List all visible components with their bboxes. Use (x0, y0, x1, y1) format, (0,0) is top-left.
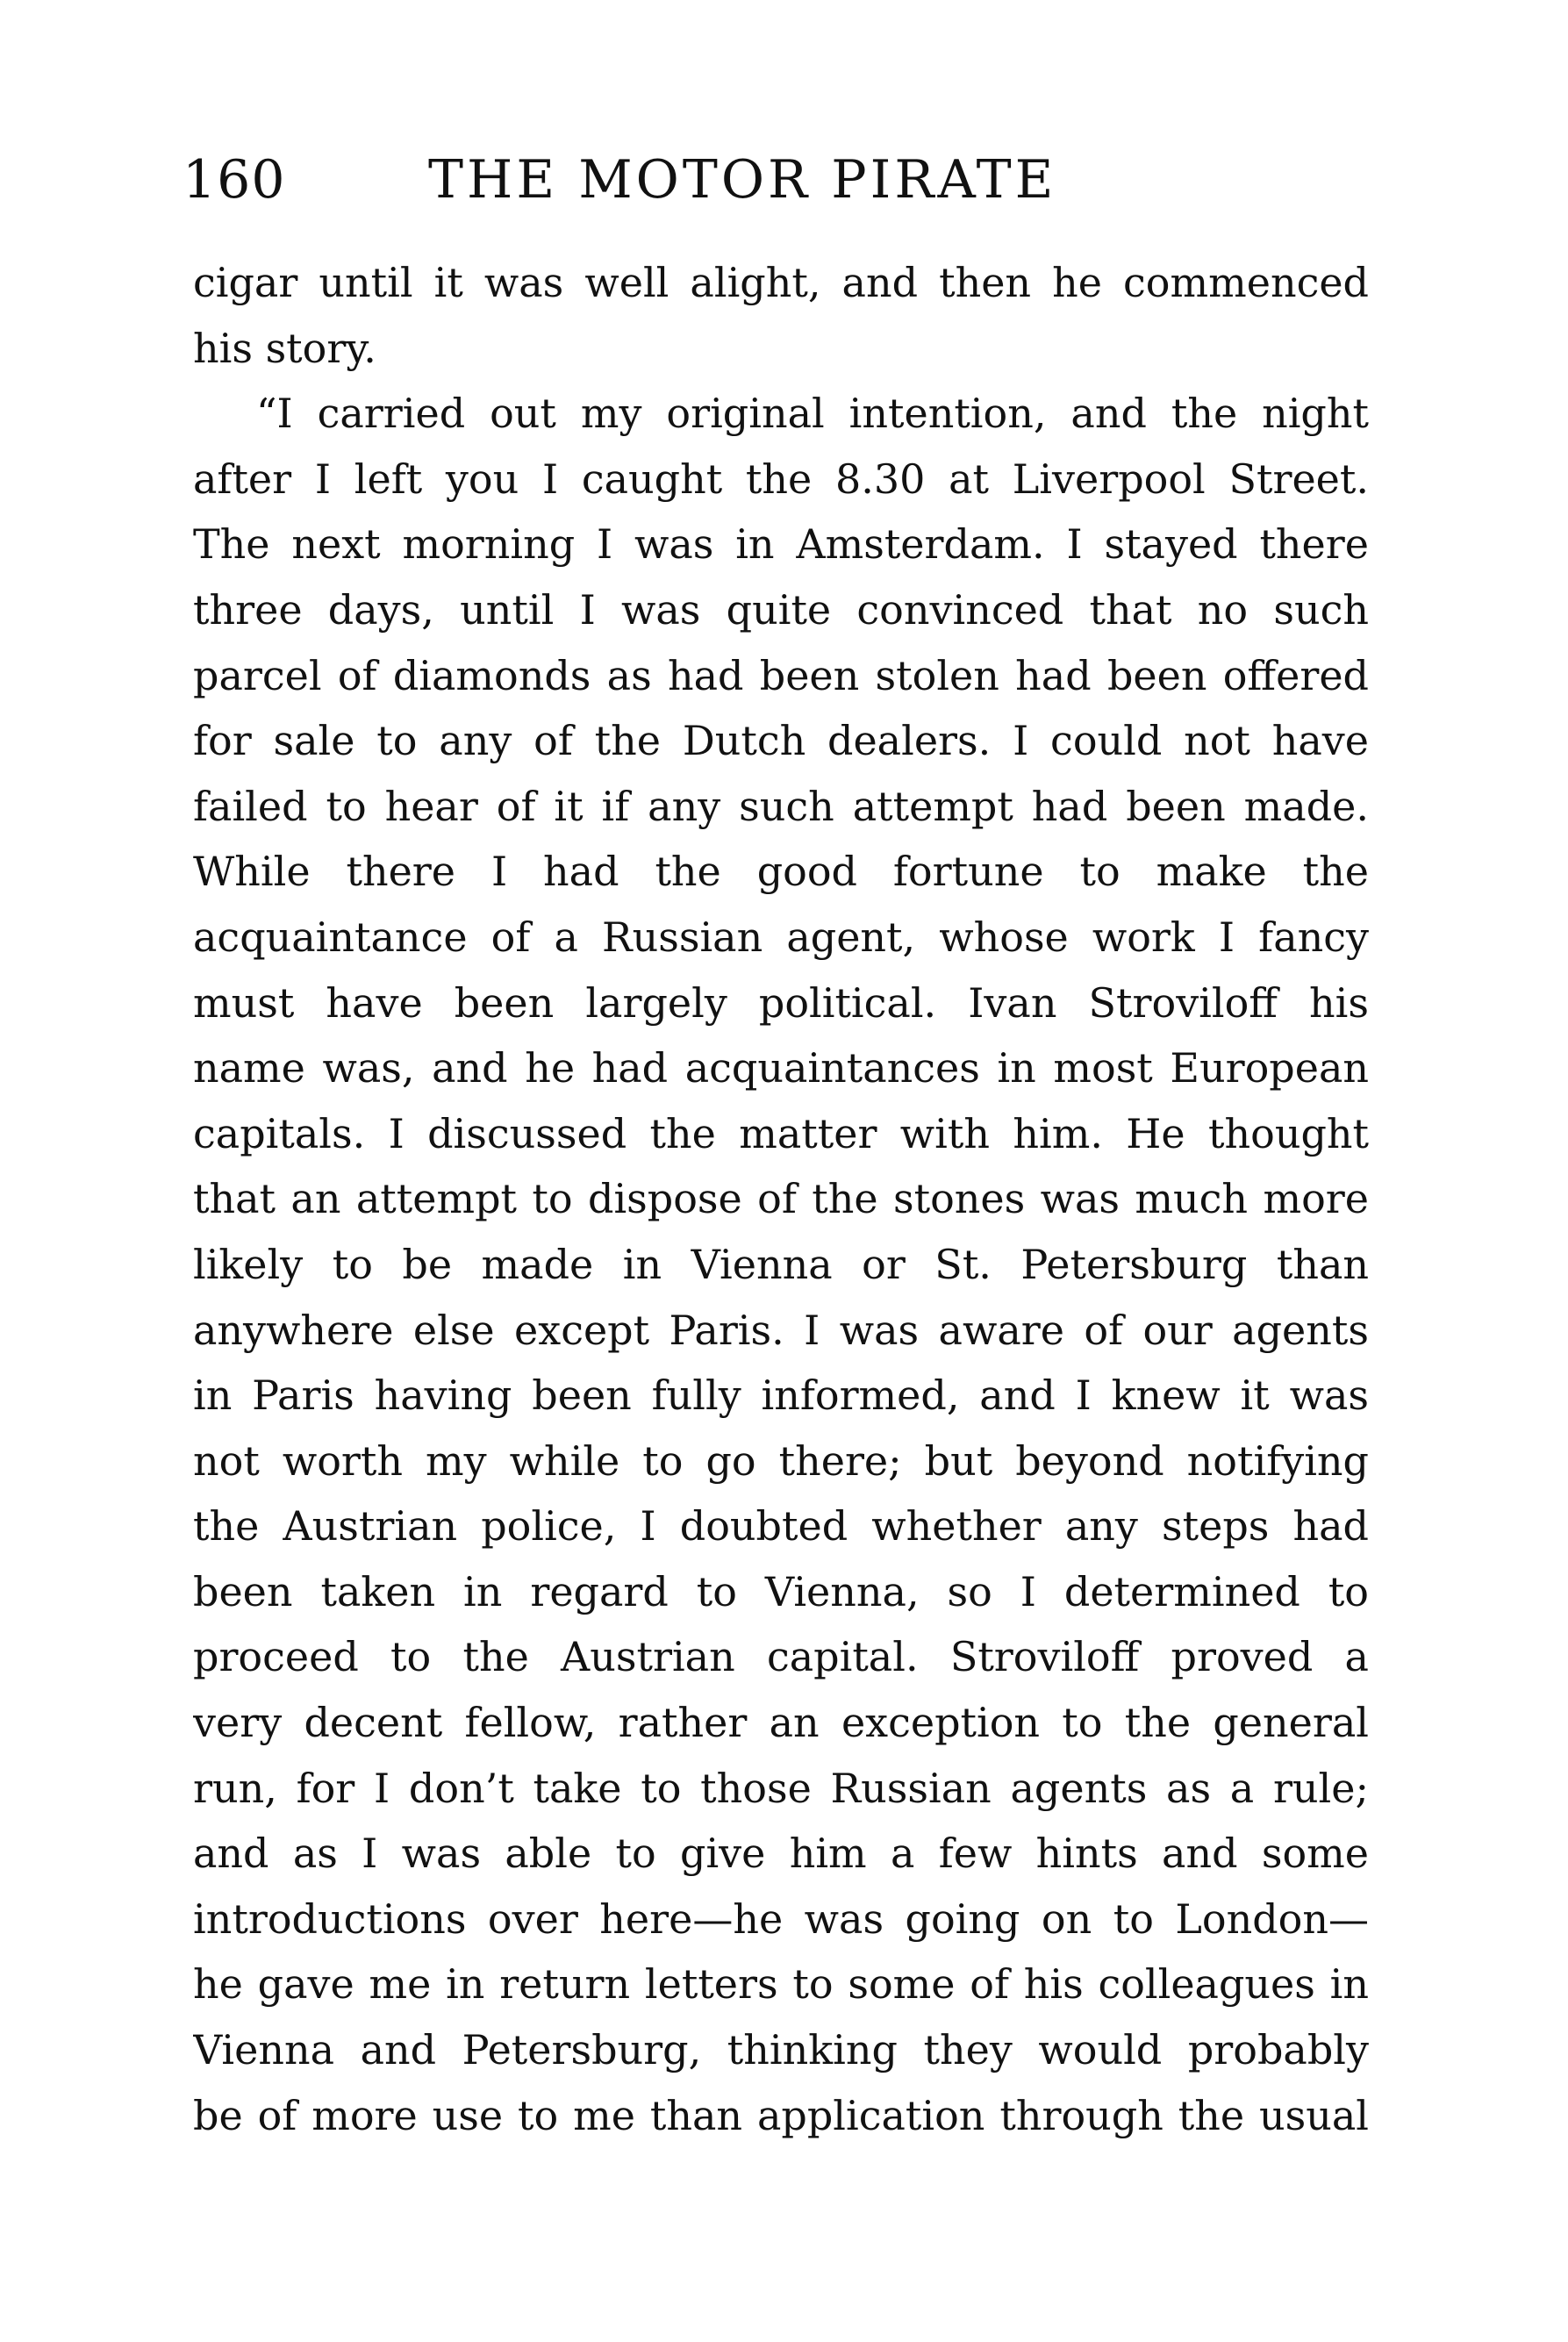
text-line: parcel of diamonds as had been stolen had been offered (193, 651, 1369, 699)
text-line: likely to be made in Vienna or St. Petersburg than (193, 1240, 1369, 1288)
text-line: he gave me in return letters to some of his colleagues in (193, 1960, 1369, 2009)
text-line: capitals. I discussed the matter with him. He thought (193, 1109, 1369, 1157)
text-line: for sale to any of the Dutch dealers. I could not have (193, 717, 1369, 765)
text-line: in Paris having been fully informed, and I knew it was (193, 1372, 1369, 1420)
text-line: While there I had the good fortune to make the (193, 848, 1369, 896)
text-line: three days, until I was quite convinced that no such (193, 585, 1369, 634)
text-line: and as I was able to give him a few hints and some (193, 1830, 1369, 1878)
text-line: The next morning I was in Amsterdam. I stayed there (193, 520, 1369, 569)
text-line: not worth my while to go there; but beyond notifying (193, 1436, 1369, 1485)
text-line: “I carried out my original intention, and the night (256, 390, 1369, 438)
text-line: after I left you I caught the 8.30 at Liverpool Street. (193, 455, 1369, 503)
running-head (0, 145, 1568, 215)
text-line: introductions over here—he was going on to London— (193, 1894, 1369, 1943)
text-line: proceed to the Austrian capital. Stroviloff proved a (193, 1633, 1369, 1681)
text-line: must have been largely political. Ivan Stroviloff his (193, 978, 1369, 1027)
text-line: be of more use to me than application through the usual (193, 2091, 1369, 2139)
text-line: anywhere else except Paris. I was aware of our agents (193, 1306, 1369, 1354)
text-line: his story. (193, 324, 376, 372)
text-line: very decent fellow, rather an exception to the general (193, 1699, 1369, 1747)
text-line: the Austrian police, I doubted whether any steps had (193, 1502, 1369, 1551)
body-text (193, 250, 1369, 2148)
page-number: 160 (183, 149, 286, 211)
text-line: failed to hear of it if any such attempt had been made. (193, 782, 1369, 830)
running-title: THE MOTOR PIRATE (428, 149, 1057, 211)
text-line: been taken in regard to Vienna, so I determined to (193, 1567, 1369, 1615)
text-line: name was, and he had acquaintances in most European (193, 1044, 1369, 1092)
text-line: that an attempt to dispose of the stones was much more (193, 1175, 1369, 1223)
text-line: run, for I don’t take to those Russian agents as a rule; (193, 1764, 1369, 1812)
text-line: cigar until it was well alight, and then he commenced (193, 259, 1369, 306)
text-line: Vienna and Petersburg, thinking they would probably (193, 2026, 1369, 2074)
text-line: acquaintance of a Russian agent, whose work I fancy (193, 913, 1369, 961)
